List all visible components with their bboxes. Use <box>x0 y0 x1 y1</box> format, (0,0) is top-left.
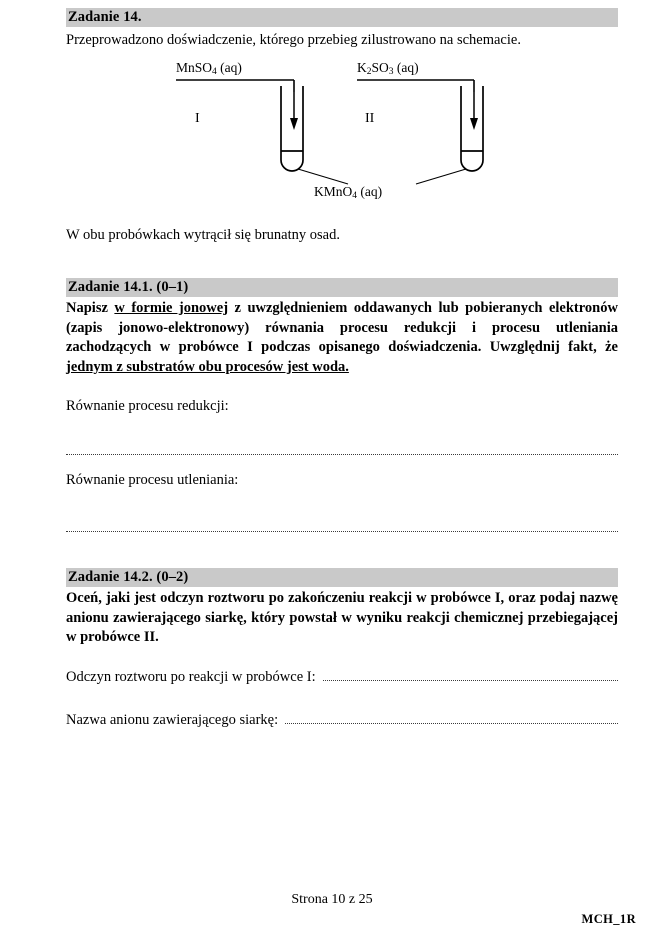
reduction-equation-answer-line[interactable] <box>66 442 618 455</box>
task-14-header: Zadanie 14. <box>66 8 618 27</box>
diagram-label-mnso4: MnSO$_4$ (aq) <box>176 60 242 78</box>
footer-exam-code: MCH_1R <box>581 912 636 926</box>
task-14-intro: Przeprowadzono doświadczenie, którego przebieg zilustrowano na schemacie. <box>66 32 521 48</box>
task-14-2-header: Zadanie 14.2. (0–2) <box>66 568 618 587</box>
footer-page-number: Strona 10 z 25 <box>291 892 373 907</box>
task-14-2-instruction: Oceń, jaki jest odczyn roztworu po zakończeniu reakcji w probówce I, oraz podaj nazwę anionu zawierającego siarkę, który powstał w wyniku reakcji chemicznej przebiegającej w probówce II. <box>66 590 618 645</box>
solution-ph-answer-row <box>66 669 618 686</box>
diagram-tube-1-numeral: I <box>195 111 200 126</box>
task-14-observation: W obu probówkach wytrącił się brunatny osad. <box>66 227 340 243</box>
task-14-1-instruction: Napisz w formie jonowej z uwzględnieniem oddawanych lub pobieranych elektronów (zapis jonowo-elektronowy) równania procesu redukcji i procesu utleniania zachodzących w probówce I podczas opisanego doświadczenia. Uwzględnij fakt, że jednym z substratów obu procesów jest woda. <box>66 300 618 375</box>
solution-ph-label: Odczyn roztworu po reakcji w probówce I: <box>66 668 316 685</box>
solution-ph-answer-line[interactable] <box>323 671 618 681</box>
instruction-underline-1: w formie jonowej <box>114 300 229 316</box>
anion-name-label: Nazwa anionu zawierającego siarkę: <box>66 711 279 728</box>
diagram-label-kmno4: KMnO$_4$ (aq) <box>314 184 383 202</box>
reduction-equation-label: Równanie procesu redukcji: <box>66 398 229 414</box>
oxidation-equation-answer-line[interactable] <box>66 519 618 532</box>
oxidation-equation-label: Równanie procesu utleniania: <box>66 472 239 488</box>
anion-name-answer-row <box>66 712 618 729</box>
experiment-diagram <box>66 56 618 218</box>
anion-name-answer-line[interactable] <box>285 714 618 724</box>
diagram-label-k2so3: $K_2SO_3$ (aq) <box>357 60 419 78</box>
page-content <box>66 8 618 729</box>
diagram-tube-2-numeral: II <box>365 111 375 126</box>
task-14-1-header: Zadanie 14.1. (0–1) <box>66 278 618 297</box>
instruction-underline-2: jednym z substratów obu procesów jest woda. <box>66 358 349 375</box>
